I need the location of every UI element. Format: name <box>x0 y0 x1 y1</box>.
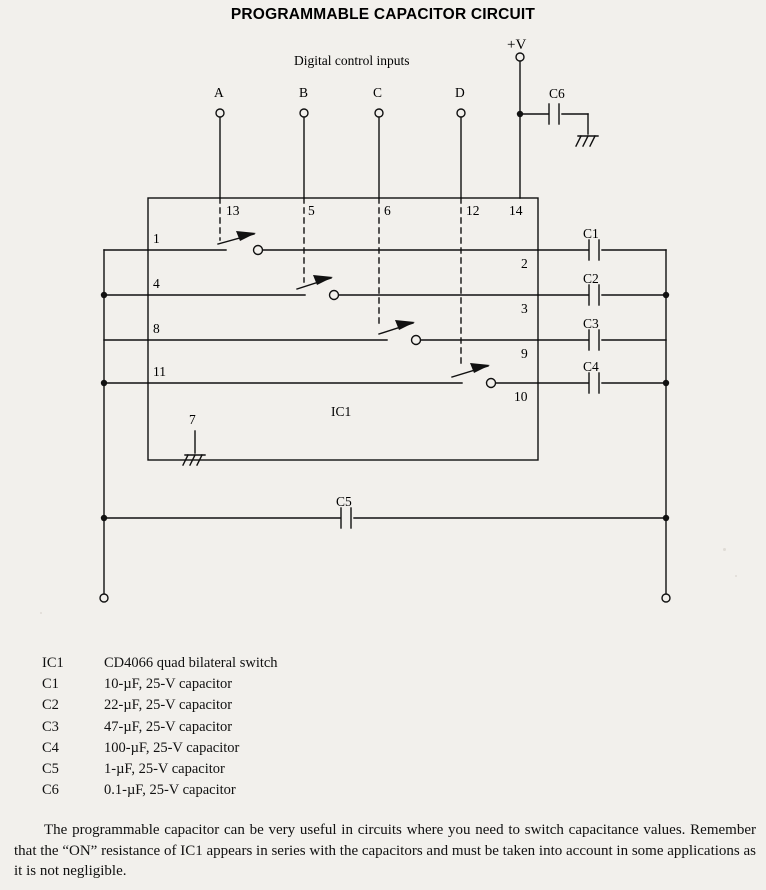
junction-left-row4 <box>101 380 107 386</box>
parts-list-body <box>42 655 278 803</box>
label-c3: C3 <box>583 316 599 331</box>
junction-left-row2 <box>101 292 107 298</box>
label-c6: C6 <box>549 86 565 101</box>
part-desc: 22-µF, 25-V capacitor <box>104 697 233 714</box>
label-pin-10: 10 <box>514 389 528 404</box>
label-digital-control-inputs: Digital control inputs <box>294 53 410 68</box>
ic1-body <box>148 198 538 460</box>
label-pin-9: 9 <box>521 346 528 361</box>
label-c4: C4 <box>583 359 599 374</box>
label-pin-12: 12 <box>466 203 480 218</box>
switch1-contact <box>254 246 263 255</box>
part-ref: C6 <box>42 782 59 799</box>
paper-speck <box>735 575 737 577</box>
parts-list-table <box>42 655 278 803</box>
label-pin-2: 2 <box>521 256 528 271</box>
figure-caption: The programmable capacitor can be very useful in circuits where you need to switch capacitance values. Remember that the “ON” resistance of IC1 appears in series with the capacitors and must be taken into account in some applications as it is not negligible. <box>14 822 756 880</box>
part-desc: CD4066 quad bilateral switch <box>104 655 278 671</box>
part-ref: C5 <box>42 760 59 777</box>
label-pin-1: 1 <box>153 231 160 246</box>
part-desc: 10-µF, 25-V capacitor <box>104 676 233 693</box>
label-supply: +V <box>507 37 527 53</box>
table-row <box>42 697 278 718</box>
label-pin-6: 6 <box>384 203 391 218</box>
terminal-c <box>375 109 383 117</box>
label-c2: C2 <box>583 271 599 286</box>
label-pin-11: 11 <box>153 364 166 379</box>
label-input-b: B <box>299 85 309 100</box>
label-pin-5: 5 <box>308 203 315 218</box>
switch4-contact <box>487 379 496 388</box>
terminal-out-left <box>100 594 108 602</box>
part-desc: 100-µF, 25-V capacitor <box>104 739 240 756</box>
junction-right-row4 <box>663 380 669 386</box>
label-ic1: IC1 <box>331 404 352 419</box>
switch1-arrowhead <box>236 231 256 241</box>
label-input-c: C <box>373 85 383 100</box>
label-pin-3: 3 <box>521 301 528 316</box>
label-input-d: D <box>455 85 465 100</box>
table-row <box>42 761 278 782</box>
junction-right-c5 <box>663 515 669 521</box>
table-row <box>42 719 278 740</box>
junction-right-row2 <box>663 292 669 298</box>
page-title: PROGRAMMABLE CAPACITOR CIRCUIT <box>230 6 536 23</box>
switch4-arrowhead <box>470 363 490 373</box>
part-desc: 0.1-µF, 25-V capacitor <box>104 782 236 799</box>
label-pin-13: 13 <box>226 203 240 218</box>
paper-speck <box>723 548 726 551</box>
table-row <box>42 655 278 676</box>
terminal-vplus <box>516 53 524 61</box>
switch2-contact <box>330 291 339 300</box>
table-row <box>42 740 278 761</box>
part-ref: C3 <box>42 718 59 735</box>
parts-list <box>42 655 642 803</box>
label-c1: C1 <box>583 226 599 241</box>
part-desc: 47-µF, 25-V capacitor <box>104 718 233 735</box>
schematic-svg <box>0 28 766 628</box>
label-input-a: A <box>214 85 224 100</box>
part-ref: C2 <box>42 697 59 714</box>
part-ref: C1 <box>42 676 59 693</box>
table-row <box>42 676 278 697</box>
schematic-diagram <box>0 28 766 628</box>
label-pin-8: 8 <box>153 321 160 336</box>
control-dashes <box>220 198 461 368</box>
label-pin-14: 14 <box>509 203 523 218</box>
table-row <box>42 782 278 803</box>
label-c5: C5 <box>336 494 352 509</box>
terminal-d <box>457 109 465 117</box>
ground-symbol-c6 <box>576 136 598 146</box>
paper-speck <box>40 612 42 614</box>
terminal-b <box>300 109 308 117</box>
part-desc: 1-µF, 25-V capacitor <box>104 760 225 777</box>
part-ref: IC1 <box>42 655 64 671</box>
label-pin-4: 4 <box>153 276 160 291</box>
part-ref: C4 <box>42 739 59 756</box>
terminal-a <box>216 109 224 117</box>
junction-vplus-c6 <box>517 111 523 117</box>
terminal-out-right <box>662 594 670 602</box>
junction-left-c5 <box>101 515 107 521</box>
switch3-contact <box>412 336 421 345</box>
label-pin-7: 7 <box>189 412 196 427</box>
